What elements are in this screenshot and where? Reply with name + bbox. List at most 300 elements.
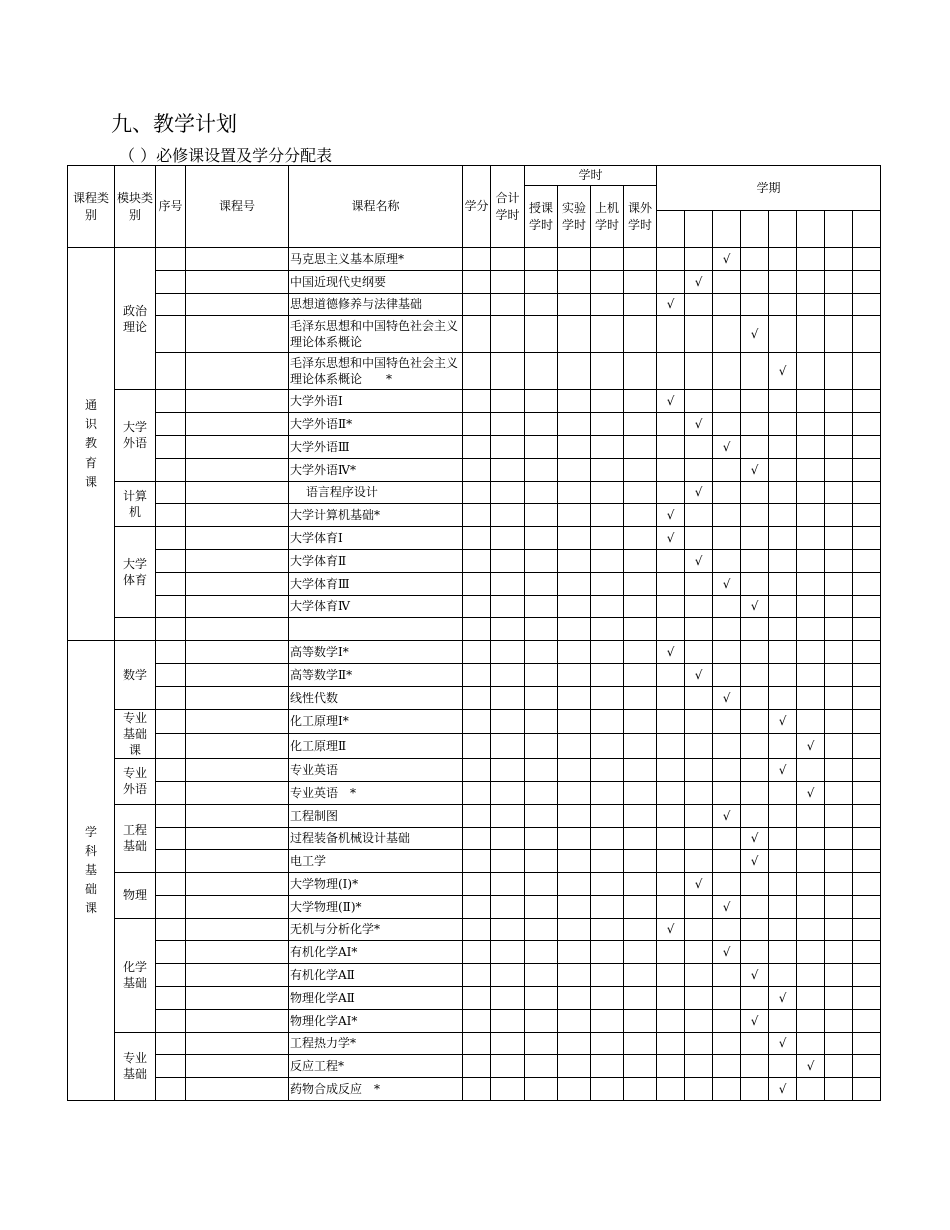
hours-cell xyxy=(463,1078,491,1101)
course-name: 高等数学Ⅱ* xyxy=(289,663,463,686)
semester-cell xyxy=(713,686,741,709)
semester-cell xyxy=(713,734,741,759)
hours-cell xyxy=(624,572,657,595)
course-row xyxy=(68,918,881,941)
semester-cell xyxy=(741,734,769,759)
hours-cell xyxy=(525,895,558,918)
semester-cell xyxy=(713,435,741,458)
hours-cell xyxy=(525,270,558,293)
semester-cell xyxy=(657,850,685,873)
hours-cell xyxy=(558,941,591,964)
module-label: 化学基础 xyxy=(122,959,147,991)
hours-cell xyxy=(591,663,624,686)
semester-cell xyxy=(797,941,825,964)
hours-cell xyxy=(463,618,491,641)
semester-cell xyxy=(797,641,825,664)
seq-cell xyxy=(156,781,186,804)
hours-cell xyxy=(624,390,657,413)
header-name: 课程名称 xyxy=(289,166,463,248)
course-row xyxy=(68,270,881,293)
semester-header-cell xyxy=(797,211,825,248)
code-cell xyxy=(186,873,289,896)
hours-cell xyxy=(624,850,657,873)
course-name: 线性代数 xyxy=(289,686,463,709)
hours-cell xyxy=(558,390,591,413)
course-row xyxy=(68,413,881,436)
semester-header-cell xyxy=(825,211,853,248)
semester-cell xyxy=(713,781,741,804)
semester-check-mark: √ xyxy=(694,485,703,500)
hours-cell xyxy=(558,663,591,686)
course-name: 化工原理Ⅰ* xyxy=(289,709,463,734)
hours-cell xyxy=(491,248,525,271)
semester-cell xyxy=(713,987,741,1010)
semester-cell xyxy=(741,248,769,271)
semester-cell xyxy=(713,504,741,527)
semester-cell xyxy=(825,918,853,941)
course-row xyxy=(68,781,881,804)
hours-cell xyxy=(463,435,491,458)
semester-cell xyxy=(657,1009,685,1032)
hours-cell xyxy=(463,481,491,504)
code-cell xyxy=(186,781,289,804)
semester-cell xyxy=(797,827,825,850)
semester-cell xyxy=(825,458,853,481)
semester-cell xyxy=(713,270,741,293)
semester-check-mark: √ xyxy=(778,364,787,379)
semester-cell xyxy=(825,941,853,964)
semester-cell xyxy=(685,270,713,293)
hours-cell xyxy=(491,481,525,504)
semester-check-mark: √ xyxy=(750,327,759,342)
course-name: 无机与分析化学* xyxy=(289,918,463,941)
semester-cell xyxy=(769,435,797,458)
semester-cell xyxy=(769,504,797,527)
semester-cell xyxy=(685,804,713,827)
module-cell xyxy=(115,481,156,527)
semester-cell xyxy=(741,481,769,504)
semester-cell xyxy=(713,964,741,987)
semester-cell xyxy=(713,595,741,618)
hours-cell xyxy=(525,390,558,413)
course-row xyxy=(68,435,881,458)
semester-check-mark: √ xyxy=(666,644,675,659)
semester-cell xyxy=(657,458,685,481)
hours-cell xyxy=(591,1078,624,1101)
course-row xyxy=(68,895,881,918)
semester-cell xyxy=(713,827,741,850)
semester-cell xyxy=(657,353,685,390)
semester-cell xyxy=(685,435,713,458)
course-name xyxy=(289,618,463,641)
header-extra-hours: 课外学时 xyxy=(624,186,657,248)
semester-cell xyxy=(797,248,825,271)
hours-cell xyxy=(558,270,591,293)
semester-cell xyxy=(685,781,713,804)
semester-cell xyxy=(685,895,713,918)
semester-cell xyxy=(769,987,797,1010)
semester-cell xyxy=(685,481,713,504)
code-cell xyxy=(186,804,289,827)
semester-cell xyxy=(657,663,685,686)
module-label: 计算机 xyxy=(122,488,147,519)
hours-cell xyxy=(463,1032,491,1055)
semester-check-mark: √ xyxy=(778,1036,787,1051)
hours-cell xyxy=(591,918,624,941)
hours-cell xyxy=(558,734,591,759)
hours-cell xyxy=(491,316,525,353)
semester-check-mark: √ xyxy=(722,251,731,266)
hours-cell xyxy=(525,458,558,481)
semester-cell xyxy=(713,413,741,436)
semester-cell xyxy=(797,504,825,527)
hours-cell xyxy=(525,316,558,353)
semester-cell xyxy=(657,759,685,782)
semester-cell xyxy=(685,595,713,618)
hours-cell xyxy=(491,987,525,1010)
course-row xyxy=(68,504,881,527)
seq-cell xyxy=(156,804,186,827)
semester-cell xyxy=(825,618,853,641)
semester-check-mark: √ xyxy=(806,739,815,754)
hours-cell xyxy=(591,390,624,413)
semester-cell xyxy=(713,941,741,964)
hours-cell xyxy=(558,686,591,709)
semester-cell xyxy=(769,918,797,941)
semester-cell xyxy=(657,316,685,353)
hours-cell xyxy=(525,781,558,804)
hours-cell xyxy=(591,709,624,734)
hours-cell xyxy=(525,248,558,271)
semester-cell xyxy=(769,759,797,782)
semester-cell xyxy=(853,1009,881,1032)
hours-cell xyxy=(558,709,591,734)
hours-cell xyxy=(558,504,591,527)
hours-cell xyxy=(463,248,491,271)
semester-cell xyxy=(713,1032,741,1055)
code-cell xyxy=(186,734,289,759)
hours-cell xyxy=(463,527,491,550)
course-name: 大学体育Ⅱ xyxy=(289,549,463,572)
semester-cell xyxy=(797,1055,825,1078)
hours-cell xyxy=(624,641,657,664)
header-computer-hours: 上机学时 xyxy=(591,186,624,248)
semester-header-cell xyxy=(853,211,881,248)
semester-cell xyxy=(713,895,741,918)
seq-cell xyxy=(156,549,186,572)
course-name: 大学物理(Ⅰ)* xyxy=(289,873,463,896)
hours-cell xyxy=(558,641,591,664)
semester-check-mark: √ xyxy=(722,899,731,914)
semester-cell xyxy=(797,1032,825,1055)
semester-check-mark: √ xyxy=(722,690,731,705)
code-cell xyxy=(186,686,289,709)
semester-cell xyxy=(685,964,713,987)
course-row xyxy=(68,572,881,595)
semester-cell xyxy=(769,458,797,481)
semester-cell xyxy=(853,873,881,896)
semester-cell xyxy=(657,1055,685,1078)
header-hours-group: 学时 xyxy=(525,166,657,186)
hours-cell xyxy=(491,595,525,618)
seq-cell xyxy=(156,1009,186,1032)
seq-cell xyxy=(156,759,186,782)
header-credit: 学分 xyxy=(463,166,491,248)
hours-cell xyxy=(624,270,657,293)
semester-cell xyxy=(825,895,853,918)
course-row xyxy=(68,248,881,271)
semester-cell xyxy=(685,941,713,964)
hours-cell xyxy=(558,353,591,390)
semester-check-mark: √ xyxy=(666,530,675,545)
hours-cell xyxy=(558,413,591,436)
hours-cell xyxy=(558,781,591,804)
semester-cell xyxy=(797,527,825,550)
hours-cell xyxy=(491,964,525,987)
hours-cell xyxy=(591,1055,624,1078)
hours-cell xyxy=(591,734,624,759)
code-cell xyxy=(186,964,289,987)
semester-check-mark: √ xyxy=(750,462,759,477)
semester-cell xyxy=(657,734,685,759)
code-cell xyxy=(186,1009,289,1032)
semester-cell xyxy=(853,918,881,941)
hours-cell xyxy=(491,435,525,458)
semester-cell xyxy=(797,595,825,618)
semester-cell xyxy=(657,918,685,941)
semester-cell xyxy=(713,481,741,504)
hours-cell xyxy=(525,964,558,987)
code-cell xyxy=(186,413,289,436)
semester-cell xyxy=(685,1055,713,1078)
semester-check-mark: √ xyxy=(694,876,703,891)
seq-cell xyxy=(156,248,186,271)
hours-cell xyxy=(463,987,491,1010)
seq-cell xyxy=(156,987,186,1010)
semester-check-mark: √ xyxy=(722,576,731,591)
hours-cell xyxy=(558,873,591,896)
semester-cell xyxy=(713,804,741,827)
semester-cell xyxy=(769,390,797,413)
hours-cell xyxy=(624,941,657,964)
course-name: 大学体育Ⅲ xyxy=(289,572,463,595)
hours-cell xyxy=(591,549,624,572)
semester-cell xyxy=(825,413,853,436)
hours-cell xyxy=(624,481,657,504)
semester-check-mark: √ xyxy=(778,762,787,777)
semester-cell xyxy=(657,527,685,550)
semester-cell xyxy=(853,1055,881,1078)
semester-cell xyxy=(797,895,825,918)
semester-cell xyxy=(797,353,825,390)
semester-cell xyxy=(713,353,741,390)
code-cell xyxy=(186,595,289,618)
hours-cell xyxy=(624,918,657,941)
hours-cell xyxy=(463,572,491,595)
header-lecture-hours: 授课学时 xyxy=(525,186,558,248)
semester-cell xyxy=(685,759,713,782)
semester-cell xyxy=(825,850,853,873)
semester-check-mark: √ xyxy=(722,808,731,823)
semester-cell xyxy=(741,458,769,481)
code-cell xyxy=(186,1032,289,1055)
hours-cell xyxy=(558,618,591,641)
semester-cell xyxy=(769,248,797,271)
semester-check-mark: √ xyxy=(750,968,759,983)
semester-cell xyxy=(853,549,881,572)
semester-cell xyxy=(685,293,713,316)
semester-check-mark: √ xyxy=(750,831,759,846)
course-name: 大学外语Ⅳ* xyxy=(289,458,463,481)
semester-cell xyxy=(825,759,853,782)
semester-cell xyxy=(657,595,685,618)
semester-check-mark: √ xyxy=(666,922,675,937)
hours-cell xyxy=(491,734,525,759)
semester-cell xyxy=(825,481,853,504)
semester-cell xyxy=(741,413,769,436)
code-cell xyxy=(186,458,289,481)
course-name: 工程热力学* xyxy=(289,1032,463,1055)
semester-cell xyxy=(825,1078,853,1101)
module-label: 物理 xyxy=(122,888,147,903)
semester-cell xyxy=(685,1032,713,1055)
course-name: 毛泽东思想和中国特色社会主义理论体系概论 * xyxy=(289,353,463,390)
semester-cell xyxy=(741,895,769,918)
hours-cell xyxy=(624,663,657,686)
hours-cell xyxy=(525,850,558,873)
course-row xyxy=(68,759,881,782)
code-cell xyxy=(186,941,289,964)
hours-cell xyxy=(591,504,624,527)
semester-cell xyxy=(713,1009,741,1032)
hours-cell xyxy=(463,850,491,873)
semester-cell xyxy=(685,873,713,896)
header-seq: 序号 xyxy=(156,166,186,248)
hours-cell xyxy=(463,804,491,827)
semester-cell xyxy=(797,413,825,436)
semester-cell xyxy=(825,549,853,572)
code-cell xyxy=(186,663,289,686)
semester-cell xyxy=(769,293,797,316)
seq-cell xyxy=(156,1055,186,1078)
semester-cell xyxy=(769,549,797,572)
header-module: 模块类别 xyxy=(115,166,156,248)
semester-cell xyxy=(741,941,769,964)
hours-cell xyxy=(525,827,558,850)
hours-cell xyxy=(624,895,657,918)
hours-cell xyxy=(591,248,624,271)
semester-cell xyxy=(797,804,825,827)
semester-cell xyxy=(741,964,769,987)
semester-cell xyxy=(741,1032,769,1055)
code-cell xyxy=(186,549,289,572)
hours-cell xyxy=(558,293,591,316)
semester-cell xyxy=(825,572,853,595)
semester-cell xyxy=(825,504,853,527)
category-label: 学科基础课 xyxy=(84,824,97,916)
semester-cell xyxy=(853,709,881,734)
module-label: 专业基础课 xyxy=(122,710,147,757)
semester-header-cell xyxy=(769,211,797,248)
semester-cell xyxy=(797,850,825,873)
semester-cell xyxy=(713,709,741,734)
semester-cell xyxy=(769,481,797,504)
semester-check-mark: √ xyxy=(806,1059,815,1074)
hours-cell xyxy=(525,709,558,734)
semester-cell xyxy=(853,316,881,353)
semester-cell xyxy=(825,734,853,759)
semester-cell xyxy=(769,413,797,436)
hours-cell xyxy=(591,759,624,782)
semester-cell xyxy=(741,781,769,804)
hours-cell xyxy=(591,873,624,896)
hours-cell xyxy=(463,293,491,316)
hours-cell xyxy=(525,353,558,390)
course-name: 大学外语Ⅱ* xyxy=(289,413,463,436)
course-name: 反应工程* xyxy=(289,1055,463,1078)
header-code: 课程号 xyxy=(186,166,289,248)
hours-cell xyxy=(591,964,624,987)
semester-cell xyxy=(741,987,769,1010)
semester-cell xyxy=(797,1078,825,1101)
course-name: 电工学 xyxy=(289,850,463,873)
hours-cell xyxy=(463,873,491,896)
semester-cell xyxy=(741,827,769,850)
hours-cell xyxy=(491,413,525,436)
semester-cell xyxy=(853,595,881,618)
hours-cell xyxy=(463,759,491,782)
hours-cell xyxy=(525,873,558,896)
semester-header-cell xyxy=(741,211,769,248)
semester-cell xyxy=(825,293,853,316)
hours-cell xyxy=(525,663,558,686)
semester-cell xyxy=(797,390,825,413)
hours-cell xyxy=(558,759,591,782)
hours-cell xyxy=(591,353,624,390)
module-cell xyxy=(115,248,156,390)
semester-cell xyxy=(657,413,685,436)
hours-cell xyxy=(463,504,491,527)
course-row xyxy=(68,316,881,353)
semester-cell xyxy=(825,964,853,987)
hours-cell xyxy=(491,663,525,686)
hours-cell xyxy=(525,941,558,964)
hours-cell xyxy=(591,458,624,481)
semester-cell xyxy=(797,987,825,1010)
semester-cell xyxy=(797,618,825,641)
hours-cell xyxy=(525,987,558,1010)
hours-cell xyxy=(558,850,591,873)
course-name: 语言程序设计 xyxy=(289,481,463,504)
hours-cell xyxy=(491,895,525,918)
semester-cell xyxy=(797,1009,825,1032)
semester-cell xyxy=(853,413,881,436)
seq-cell xyxy=(156,618,186,641)
course-name: 高等数学Ⅰ* xyxy=(289,641,463,664)
course-row xyxy=(68,458,881,481)
hours-cell xyxy=(558,1078,591,1101)
hours-cell xyxy=(463,709,491,734)
semester-cell xyxy=(685,641,713,664)
semester-cell xyxy=(769,316,797,353)
course-row xyxy=(68,1078,881,1101)
semester-cell xyxy=(685,549,713,572)
semester-cell xyxy=(769,1009,797,1032)
course-row xyxy=(68,873,881,896)
semester-cell xyxy=(853,527,881,550)
seq-cell xyxy=(156,686,186,709)
hours-cell xyxy=(591,481,624,504)
